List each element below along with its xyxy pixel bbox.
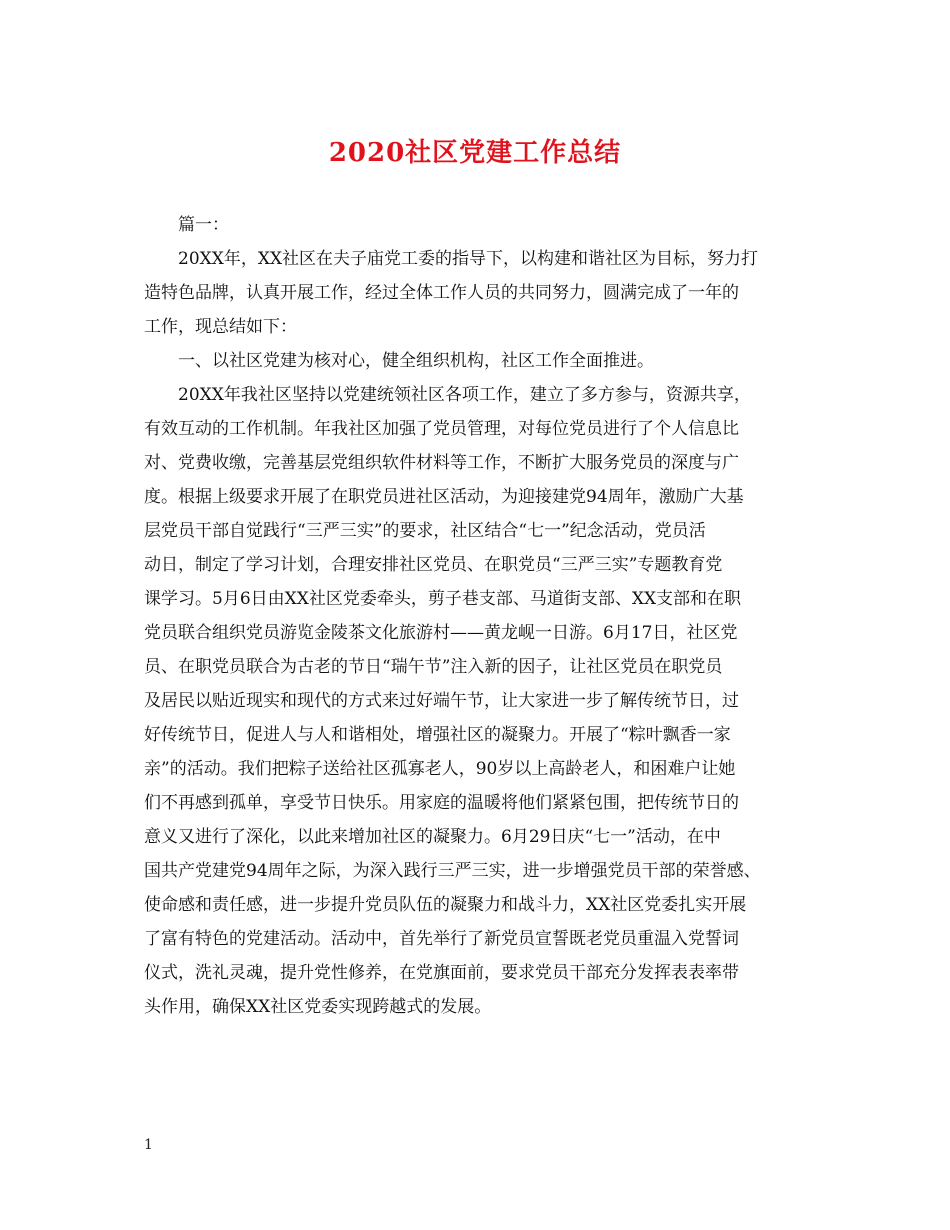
paragraph-line: 课学习。5月6日由XX社区党委牵头，剪子巷支部、马道街支部、XX支部和在职 <box>144 589 742 609</box>
paragraph-line: 使命感和责任感，进一步提升党员队伍的凝聚力和战斗力，XX社区党委扎实开展 <box>144 895 747 915</box>
paragraph-line: 员、在职党员联合为古老的节日“瑞午节”注入新的因子，让社区党员在职党员 <box>144 657 723 677</box>
paragraph-line: 对、党费收缴，完善基层党组织软件材料等工作，不断扩大服务党员的深度与广 <box>144 453 739 473</box>
paragraph-line: 意义又进行了深化，以此来增加社区的凝聚力。6月29日庆“七一”活动，在中 <box>144 827 721 847</box>
paragraph-line: 20XX年我社区坚持以党建统领社区各项工作，建立了多方参与，资源共享， <box>178 385 751 405</box>
paragraph-line: 动日，制定了学习计划，合理安排社区党员、在职党员“三严三实”专题教育党 <box>144 555 723 575</box>
paragraph-line: 层党员干部自觉践行“三严三实”的要求，社区结合“七一”纪念活动，党员活 <box>144 521 706 541</box>
page-number: 1 <box>144 1137 153 1153</box>
section-heading: 篇一： <box>178 215 229 235</box>
paragraph-line: 亲”的活动。我们把粽子送给社区孤寡老人，90岁以上高龄老人，和困难户让她 <box>144 759 736 779</box>
section-subheading: 一、以社区党建为核对心，健全组织机构，社区工作全面推进。 <box>178 351 654 371</box>
paragraph-line: 工作，现总结如下： <box>144 317 297 337</box>
paragraph-line: 造特色品牌，认真开展工作，经过全体工作人员的共同努力，圆满完成了一年的 <box>144 283 739 303</box>
paragraph-line: 党员联合组织党员游览金陵茶文化旅游村——黄龙岘一日游。6月17日，社区党 <box>144 623 738 643</box>
paragraph-line: 头作用，确保XX社区党委实现跨越式的发展。 <box>144 997 492 1017</box>
paragraph-line: 了富有特色的党建活动。活动中，首先举行了新党员宣誓既老党员重温入党誓词 <box>144 929 739 949</box>
paragraph-line: 及居民以贴近现实和现代的方式来过好端午节，让大家进一步了解传统节日，过 <box>144 691 739 711</box>
paragraph-line: 们不再感到孤单，享受节日快乐。用家庭的温暖将他们紧紧包围，把传统节日的 <box>144 793 739 813</box>
page-title: 2020社区党建工作总结 <box>328 138 622 168</box>
paragraph-line: 有效互动的工作机制。年我社区加强了党员管理，对每位党员进行了个人信息比 <box>144 419 739 439</box>
paragraph-line: 国共产党建党94周年之际，为深入践行三严三实，进一步增强党员干部的荣誉感、 <box>144 861 761 881</box>
paragraph-line: 仪式，洗礼灵魂，提升党性修养，在党旗面前，要求党员干部充分发挥表表率带 <box>144 963 739 983</box>
paragraph-line: 好传统节日，促进人与人和谐相处，增强社区的凝聚力。开展了“粽叶飘香一家 <box>144 725 731 745</box>
paragraph-line: 度。根据上级要求开展了在职党员进社区活动，为迎接建党94周年，激励广大基 <box>144 487 744 507</box>
document-body <box>144 208 808 1024</box>
paragraph-line: 20XX年，XX社区在夫子庙党工委的指导下，以构建和谐社区为目标，努力打 <box>178 249 759 269</box>
